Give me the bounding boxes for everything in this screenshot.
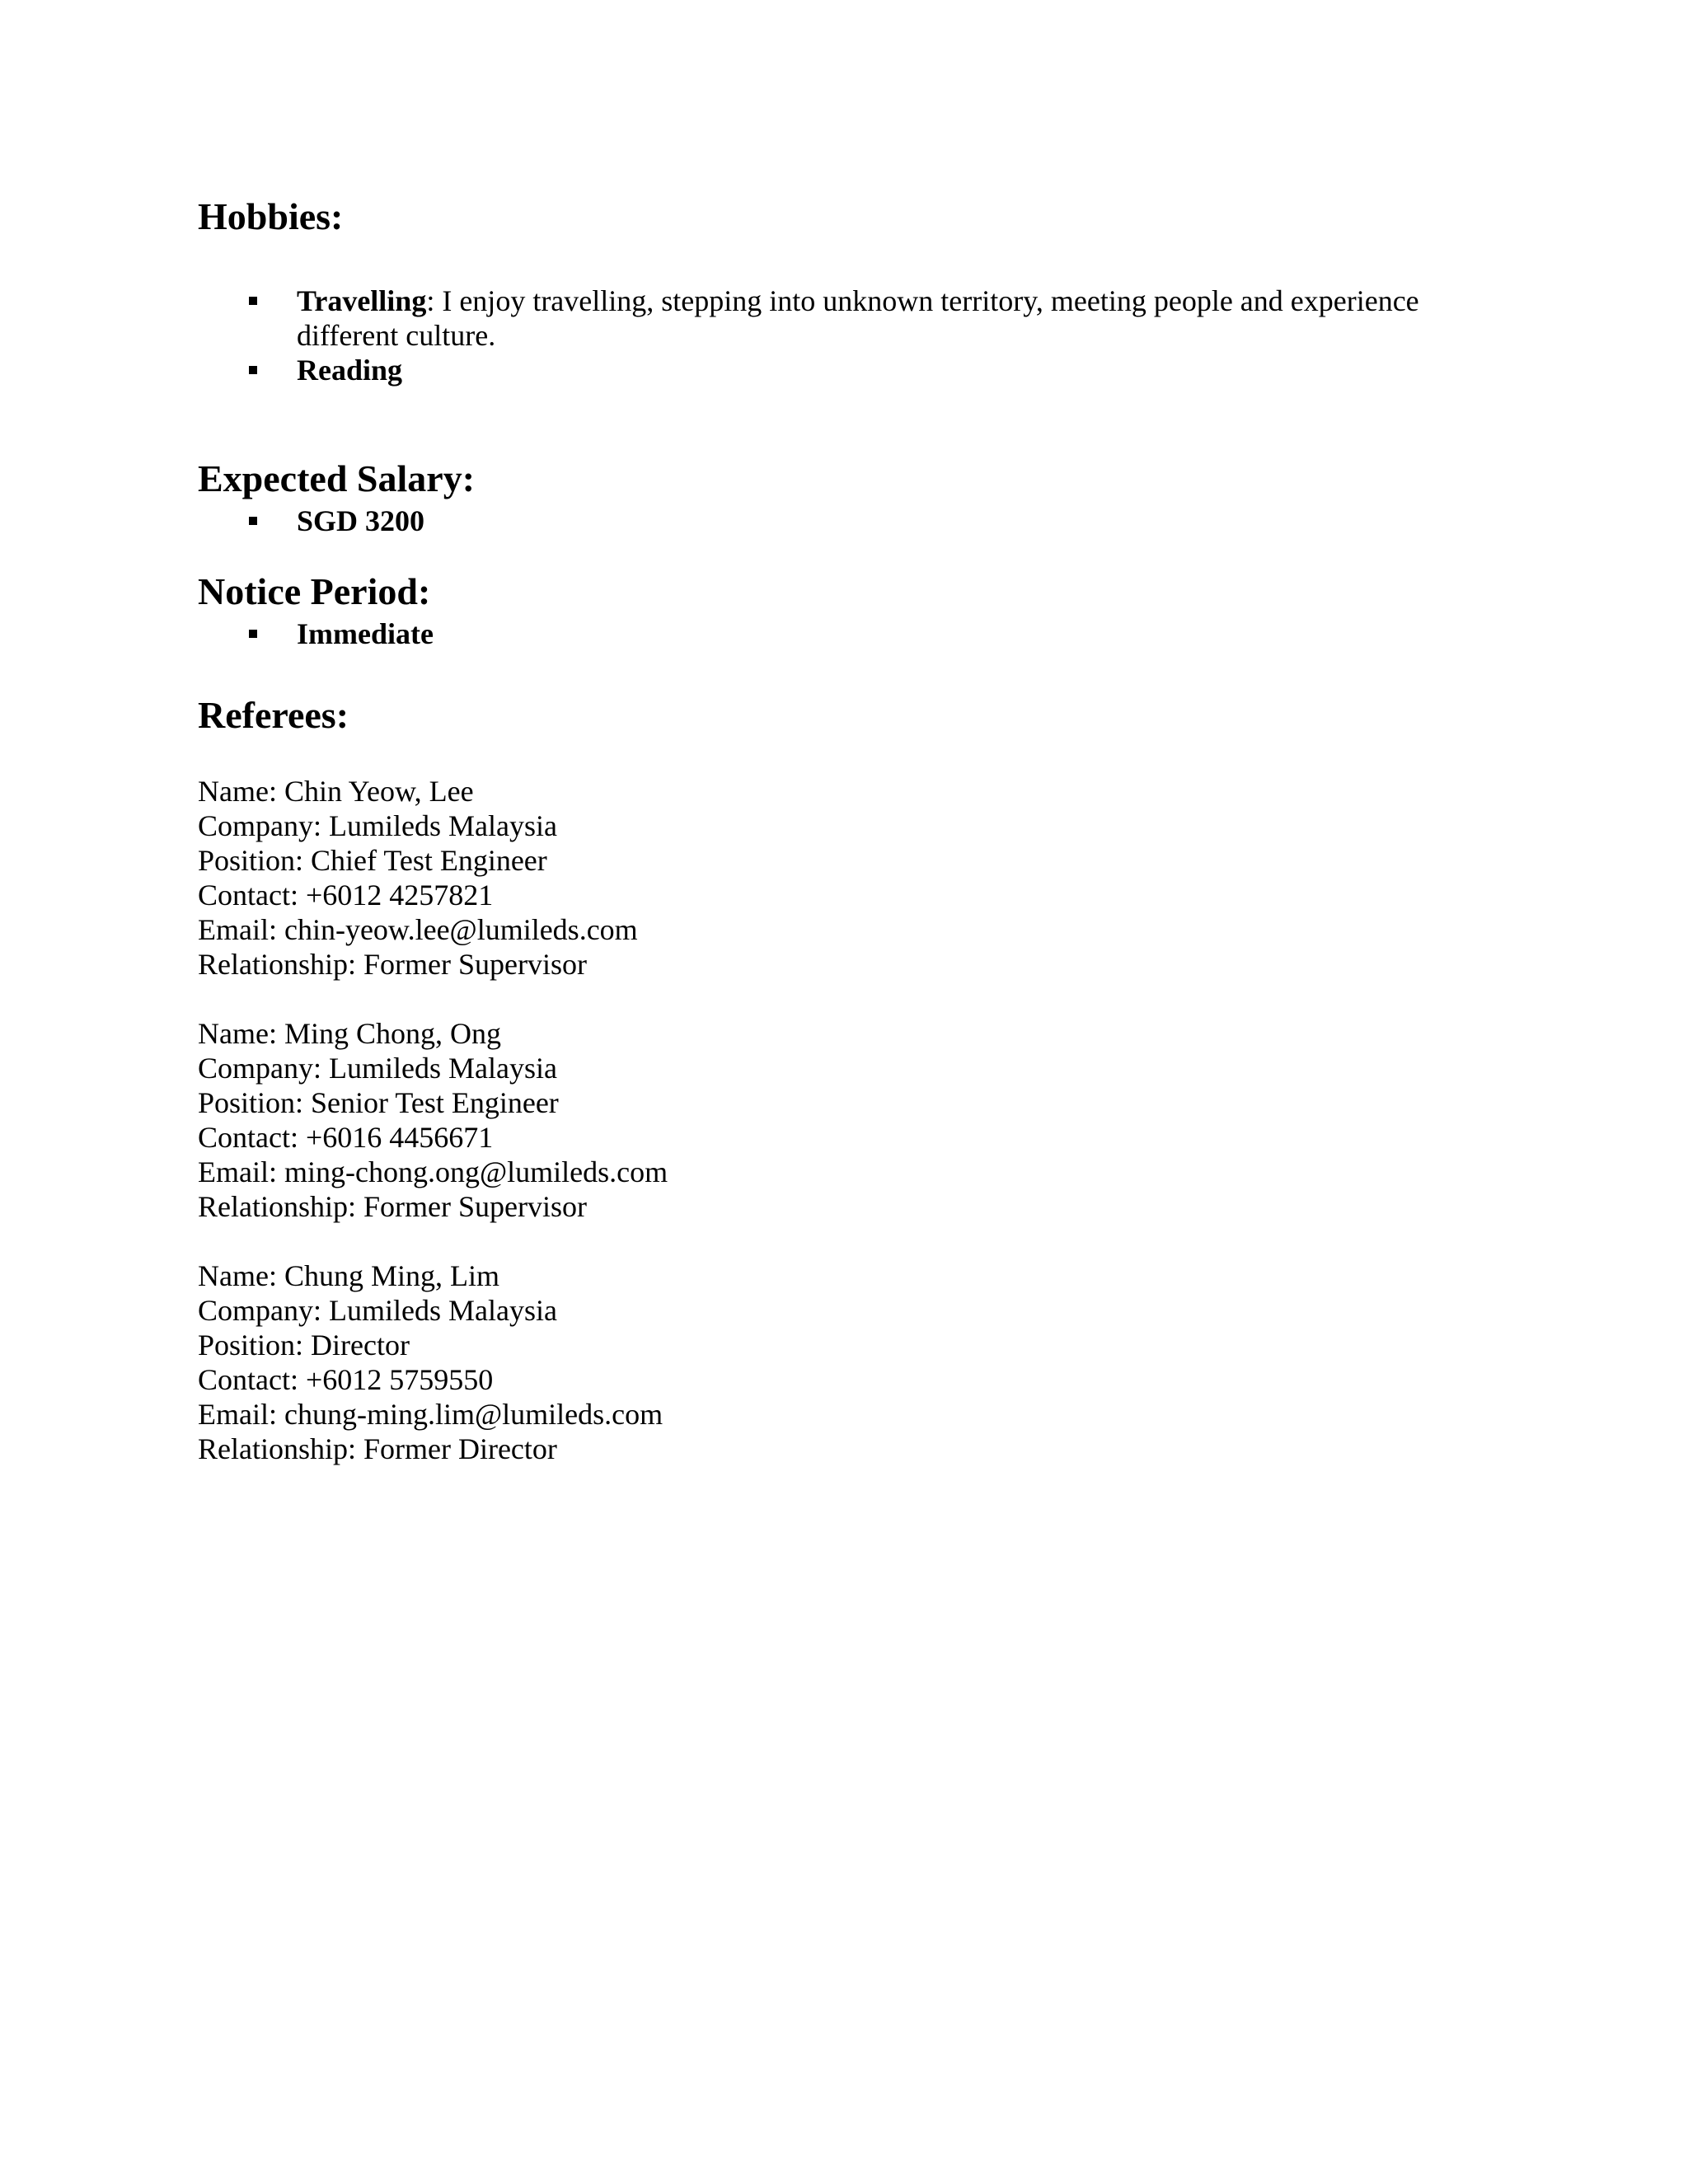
hobby-separator: : — [426, 284, 435, 317]
hobby-item-travelling — [247, 284, 1484, 353]
referee-name: Name: Ming Chong, Ong — [198, 1017, 501, 1050]
referee-contact: Contact: +6012 5759550 — [198, 1363, 494, 1396]
referee-relationship: Relationship: Former Supervisor — [198, 948, 587, 981]
referee-email: Email: chung-ming.lim@lumileds.com — [198, 1398, 663, 1431]
salary-list — [247, 504, 1484, 538]
square-bullet-icon — [249, 630, 257, 638]
referee-company: Company: Lumileds Malaysia — [198, 1052, 557, 1085]
hobby-item-reading — [247, 353, 1484, 387]
referee-name: Name: Chung Ming, Lim — [198, 1259, 499, 1292]
referee-company: Company: Lumileds Malaysia — [198, 809, 557, 842]
referee-entry — [198, 774, 638, 982]
hobby-title: Travelling — [297, 284, 427, 317]
referees-heading: Referees: — [198, 694, 349, 736]
referee-company: Company: Lumileds Malaysia — [198, 1294, 557, 1327]
referee-entry — [198, 1016, 668, 1224]
referee-relationship: Relationship: Former Director — [198, 1432, 557, 1465]
referee-position: Position: Chief Test Engineer — [198, 844, 547, 877]
square-bullet-icon — [249, 517, 257, 525]
notice-item — [247, 616, 1484, 651]
referee-relationship: Relationship: Former Supervisor — [198, 1190, 587, 1223]
referee-name: Name: Chin Yeow, Lee — [198, 775, 474, 808]
referee-position: Position: Director — [198, 1329, 410, 1361]
notice-value: Immediate — [297, 617, 434, 650]
referee-contact: Contact: +6016 4456671 — [198, 1121, 494, 1154]
hobbies-list — [247, 284, 1484, 387]
referee-email: Email: ming-chong.ong@lumileds.com — [198, 1155, 668, 1188]
salary-value: SGD 3200 — [297, 504, 425, 537]
salary-heading: Expected Salary: — [198, 457, 476, 499]
hobby-title: Reading — [297, 354, 403, 387]
square-bullet-icon — [249, 366, 257, 374]
referee-contact: Contact: +6012 4257821 — [198, 879, 494, 912]
notice-heading: Notice Period: — [198, 570, 431, 612]
referee-email: Email: chin-yeow.lee@lumileds.com — [198, 913, 638, 946]
hobby-description: I enjoy travelling, stepping into unknown territory, meeting people and experience different culture. — [297, 284, 1419, 352]
salary-item — [247, 504, 1484, 538]
notice-list — [247, 616, 1484, 651]
referee-entry — [198, 1258, 663, 1466]
hobbies-heading: Hobbies: — [198, 195, 344, 237]
square-bullet-icon — [249, 297, 257, 305]
referee-position: Position: Senior Test Engineer — [198, 1086, 559, 1119]
